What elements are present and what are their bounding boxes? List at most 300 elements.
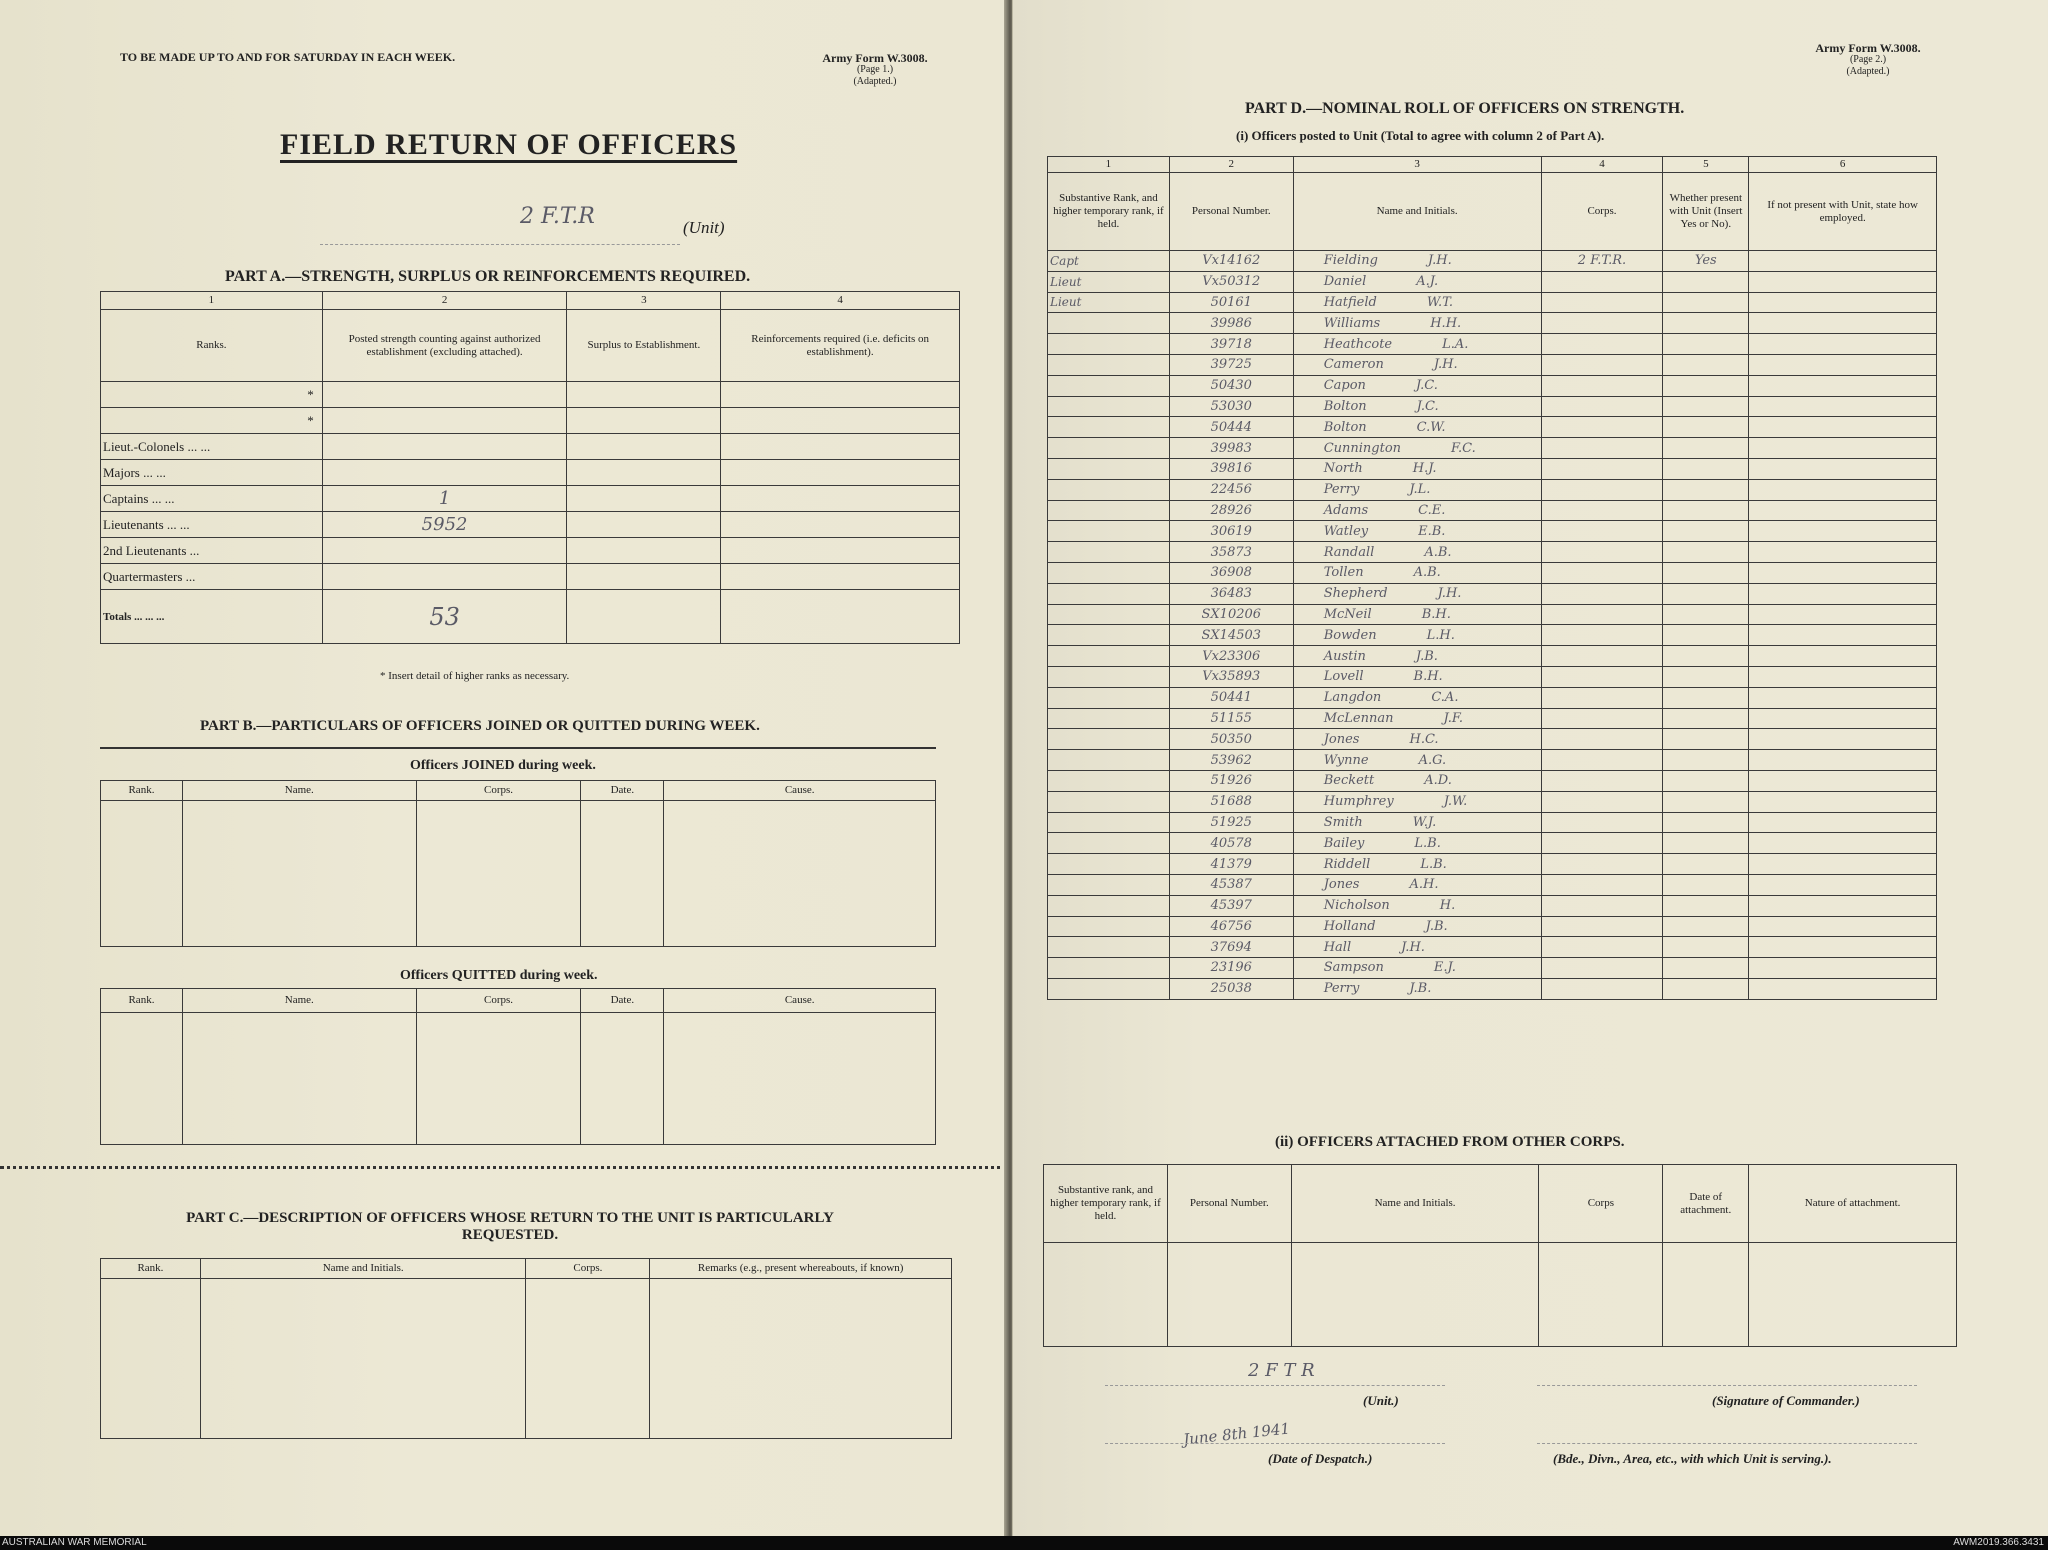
roll-rank	[1048, 666, 1170, 687]
roll-rank	[1048, 937, 1170, 958]
roll-present	[1663, 396, 1749, 417]
roll-body	[1048, 251, 1937, 1000]
roll-corps	[1541, 313, 1663, 334]
roll-present	[1663, 479, 1749, 500]
roll-initials: C.W.	[1416, 419, 1446, 435]
roll-name: Capon	[1323, 378, 1366, 394]
form-number-block	[800, 52, 950, 88]
roll-name-cell	[1293, 354, 1541, 375]
totals-row	[101, 590, 960, 644]
footer-institution: AUSTRALIAN WAR MEMORIAL	[2, 1537, 147, 1548]
roll-name-cell	[1293, 874, 1541, 895]
unit-line-right	[1105, 1385, 1445, 1386]
roll-initials: J.C.	[1415, 378, 1438, 394]
roll-initials: J.B.	[1409, 981, 1432, 997]
roll-name-cell	[1293, 542, 1541, 563]
roll-employed	[1749, 687, 1937, 708]
roll-employed	[1749, 978, 1937, 999]
roll-row	[1048, 354, 1937, 375]
roll-name-cell	[1293, 583, 1541, 604]
roll-name-cell	[1293, 251, 1541, 272]
roll-initials: J.H.	[1433, 357, 1458, 373]
roll-employed	[1749, 791, 1937, 812]
roll-present	[1663, 542, 1749, 563]
roll-present	[1663, 978, 1749, 999]
roll-number: 39986	[1169, 313, 1293, 334]
roll-present	[1663, 937, 1749, 958]
roll-initials: F.C.	[1451, 440, 1476, 456]
sign-unit-label: (Unit.)	[1363, 1393, 1399, 1408]
location-line	[1537, 1443, 1917, 1444]
roll-corps	[1541, 937, 1663, 958]
totals-label: Totals ... ... ...	[101, 590, 323, 644]
roll-rank	[1048, 833, 1170, 854]
roll-number: 41379	[1169, 854, 1293, 875]
part-b-heading: PART B.—PARTICULARS OF OFFICERS JOINED OR QUITTED DURING WEEK.	[200, 718, 760, 734]
roll-name: Cameron	[1323, 357, 1384, 373]
roll-initials: H.	[1439, 898, 1456, 914]
roll-present	[1663, 708, 1749, 729]
roll-name: Holland	[1323, 918, 1376, 934]
roll-rank	[1048, 479, 1170, 500]
roll-present	[1663, 895, 1749, 916]
roll-number: 39816	[1169, 458, 1293, 479]
roll-name-cell	[1293, 895, 1541, 916]
roll-name-cell	[1293, 750, 1541, 771]
part-a-table	[100, 291, 960, 644]
roll-corps	[1541, 750, 1663, 771]
roll-name-cell	[1293, 375, 1541, 396]
roll-employed	[1749, 666, 1937, 687]
roll-initials: A.G.	[1418, 752, 1447, 768]
roll-corps	[1541, 479, 1663, 500]
roll-initials: A.H.	[1409, 877, 1439, 893]
roll-present	[1663, 562, 1749, 583]
roll-initials: J.H.	[1401, 939, 1425, 955]
roll-corps	[1541, 958, 1663, 979]
roll-employed	[1749, 251, 1937, 272]
roll-employed	[1749, 375, 1937, 396]
roll-name-cell	[1293, 396, 1541, 417]
roll-name-cell	[1293, 562, 1541, 583]
form-number-right: Army Form W.3008.	[1815, 41, 1921, 55]
roll-name-cell	[1293, 521, 1541, 542]
attached-heading: (ii) OFFICERS ATTACHED FROM OTHER CORPS.	[1275, 1134, 1625, 1150]
roll-present	[1663, 292, 1749, 313]
unit-value: 2 F.T.R	[520, 204, 595, 229]
roll-name: Hall	[1323, 939, 1352, 955]
roll-corps	[1541, 812, 1663, 833]
roll-name-cell	[1293, 417, 1541, 438]
posted-value	[322, 408, 567, 434]
roll-corps	[1541, 708, 1663, 729]
roll-employed	[1749, 562, 1937, 583]
quitted-title: Officers QUITTED during week.	[400, 968, 598, 983]
header-reinforcements: Reinforcements required (i.e. deficits on establishment).	[721, 310, 960, 382]
part-c-header-row	[101, 1259, 952, 1279]
posted-value	[322, 538, 567, 564]
roll-present	[1663, 916, 1749, 937]
roll-rank	[1048, 770, 1170, 791]
header-nature: Nature of attachment.	[1749, 1165, 1957, 1243]
nominal-roll-table	[1047, 156, 1937, 1000]
roll-present	[1663, 417, 1749, 438]
roll-row	[1048, 542, 1937, 563]
col-num: 2	[322, 292, 567, 310]
roll-name: Randall	[1323, 544, 1375, 560]
roll-rank	[1048, 313, 1170, 334]
rank-row	[101, 408, 960, 434]
archive-footer	[0, 1536, 2048, 1550]
roll-name-cell	[1293, 791, 1541, 812]
header-rank: Substantive Rank, and higher temporary rank, if held.	[1048, 173, 1170, 251]
roll-corps	[1541, 438, 1663, 459]
rank-label: Quartermasters ...	[101, 564, 323, 590]
roll-corps	[1541, 666, 1663, 687]
part-b-rule	[100, 747, 936, 749]
roll-employed	[1749, 438, 1937, 459]
part-c-table	[100, 1258, 952, 1439]
roll-row	[1048, 583, 1937, 604]
roll-row	[1048, 978, 1937, 999]
roll-name: Lovell	[1323, 669, 1364, 685]
header-date: Date.	[581, 989, 664, 1013]
roll-corps	[1541, 791, 1663, 812]
roll-number: 45387	[1169, 874, 1293, 895]
posted-subheading: (i) Officers posted to Unit (Total to agree with column 2 of Part A).	[1236, 128, 1605, 143]
roll-initials: L.B.	[1414, 835, 1441, 851]
roll-row	[1048, 521, 1937, 542]
roll-name: Heathcote	[1323, 336, 1393, 352]
rank-label: 2nd Lieutenants ...	[101, 538, 323, 564]
roll-corps	[1541, 770, 1663, 791]
roll-name: Bolton	[1323, 419, 1367, 435]
roll-name: Smith	[1323, 814, 1363, 830]
roll-row	[1048, 251, 1937, 272]
roll-number: 36483	[1169, 583, 1293, 604]
roll-employed	[1749, 854, 1937, 875]
roll-row	[1048, 854, 1937, 875]
roll-initials: J.H.	[1427, 253, 1452, 269]
roll-corps	[1541, 354, 1663, 375]
roll-row	[1048, 750, 1937, 771]
roll-name: Jones	[1323, 877, 1360, 893]
right-page	[1012, 0, 2048, 1536]
roll-rank	[1048, 874, 1170, 895]
header-number: Personal Number.	[1169, 173, 1293, 251]
roll-rank	[1048, 438, 1170, 459]
roll-name: Beckett	[1323, 773, 1375, 789]
joined-header-row	[101, 781, 936, 801]
roll-number: 51926	[1169, 770, 1293, 791]
roll-row	[1048, 791, 1937, 812]
page-title: FIELD RETURN OF OFFICERS	[280, 128, 738, 161]
roll-row	[1048, 479, 1937, 500]
perforation-line	[0, 1166, 1008, 1169]
roll-employed	[1749, 833, 1937, 854]
part-d-heading: PART D.—NOMINAL ROLL OF OFFICERS ON STRENGTH.	[1245, 100, 1685, 117]
form-number-block-right	[1793, 42, 1943, 78]
roll-initials: J.C.	[1416, 398, 1439, 414]
roll-name-cell	[1293, 438, 1541, 459]
roll-name: Jones	[1323, 731, 1360, 747]
roll-row	[1048, 687, 1937, 708]
roll-number: 51925	[1169, 812, 1293, 833]
roll-number: 50430	[1169, 375, 1293, 396]
rank-row	[101, 564, 960, 590]
rank-row	[101, 382, 960, 408]
joined-body	[101, 801, 936, 947]
roll-present	[1663, 625, 1749, 646]
rank-row	[101, 538, 960, 564]
roll-name: Nicholson	[1323, 898, 1390, 914]
roll-name: Perry	[1323, 482, 1360, 498]
roll-name-cell	[1293, 271, 1541, 292]
roll-rank	[1048, 604, 1170, 625]
roll-employed	[1749, 625, 1937, 646]
roll-rank	[1048, 458, 1170, 479]
roll-name-cell	[1293, 937, 1541, 958]
header-name: Name.	[182, 781, 416, 801]
roll-initials: H.H.	[1430, 315, 1462, 331]
roll-employed	[1749, 895, 1937, 916]
attached-body	[1044, 1243, 1957, 1347]
part-c-heading-line2: REQUESTED.	[461, 1227, 559, 1243]
rank-row	[101, 434, 960, 460]
roll-present	[1663, 313, 1749, 334]
header-corps: Corps	[1539, 1165, 1663, 1243]
roll-corps	[1541, 916, 1663, 937]
attached-header-row	[1044, 1165, 1957, 1243]
roll-row	[1048, 895, 1937, 916]
roll-present	[1663, 500, 1749, 521]
roll-rank	[1048, 417, 1170, 438]
roll-employed	[1749, 521, 1937, 542]
roll-name: North	[1323, 461, 1363, 477]
roll-present	[1663, 812, 1749, 833]
roll-name-cell	[1293, 292, 1541, 313]
roll-number: 39725	[1169, 354, 1293, 375]
unit-label: (Unit)	[683, 218, 725, 237]
roll-number: 30619	[1169, 521, 1293, 542]
roll-present	[1663, 854, 1749, 875]
roll-row	[1048, 958, 1937, 979]
roll-rank: Capt	[1048, 251, 1170, 272]
roll-initials: W.T.	[1426, 294, 1453, 310]
roll-name: Sampson	[1323, 960, 1384, 976]
date-value: June 8th 1941	[1182, 1419, 1291, 1449]
part-a-headers	[101, 310, 960, 382]
roll-row	[1048, 646, 1937, 667]
roll-corps	[1541, 562, 1663, 583]
roll-name-cell	[1293, 646, 1541, 667]
roll-initials: B.H.	[1413, 669, 1443, 685]
header-corps: Corps.	[1541, 173, 1663, 251]
roll-present	[1663, 729, 1749, 750]
col-num: 2	[1169, 157, 1293, 173]
roll-employed	[1749, 396, 1937, 417]
roll-present	[1663, 958, 1749, 979]
roll-row	[1048, 458, 1937, 479]
roll-present	[1663, 604, 1749, 625]
roll-employed	[1749, 708, 1937, 729]
roll-present	[1663, 833, 1749, 854]
roll-name: Riddell	[1323, 856, 1371, 872]
roll-number: 22456	[1169, 479, 1293, 500]
roll-present	[1663, 687, 1749, 708]
roll-number: 53962	[1169, 750, 1293, 771]
roll-present	[1663, 458, 1749, 479]
roll-present	[1663, 375, 1749, 396]
roll-employed	[1749, 271, 1937, 292]
unit-line	[320, 222, 680, 245]
roll-number: 40578	[1169, 833, 1293, 854]
roll-rank	[1048, 354, 1170, 375]
posted-value	[322, 460, 567, 486]
roll-initials: J.H.	[1437, 586, 1462, 602]
roll-initials: H.J.	[1412, 461, 1437, 477]
roll-number: 46756	[1169, 916, 1293, 937]
roll-corps	[1541, 458, 1663, 479]
roll-row	[1048, 729, 1937, 750]
roll-number: Vx23306	[1169, 646, 1293, 667]
roll-number: 50444	[1169, 417, 1293, 438]
roll-number: 35873	[1169, 542, 1293, 563]
part-c-heading-line1: PART C.—DESCRIPTION OF OFFICERS WHOSE RETURN TO THE UNIT IS PARTICULARLY	[186, 1210, 834, 1226]
roll-initials: E.J.	[1433, 960, 1456, 976]
form-page-right: (Page 2.)	[1849, 54, 1887, 65]
header-name: Name and Initials.	[1291, 1165, 1539, 1243]
header-posted: Posted strength counting against authorized establishment (excluding attached).	[322, 310, 567, 382]
roll-employed	[1749, 729, 1937, 750]
roll-number: 53030	[1169, 396, 1293, 417]
roll-number: 28926	[1169, 500, 1293, 521]
roll-rank	[1048, 646, 1170, 667]
roll-present	[1663, 874, 1749, 895]
header-cause: Cause.	[664, 781, 936, 801]
roll-name: Watley	[1323, 523, 1369, 539]
roll-number: 23196	[1169, 958, 1293, 979]
roll-row	[1048, 770, 1937, 791]
roll-name: Austin	[1323, 648, 1366, 664]
date-line	[1105, 1443, 1445, 1444]
col-num: 1	[1048, 157, 1170, 173]
roll-corps	[1541, 334, 1663, 355]
roll-number: 51688	[1169, 791, 1293, 812]
roll-present	[1663, 750, 1749, 771]
header-employed: If not present with Unit, state how employed.	[1749, 173, 1937, 251]
roll-present	[1663, 583, 1749, 604]
roll-employed	[1749, 750, 1937, 771]
header-remarks: Remarks (e.g., present whereabouts, if known)	[650, 1259, 952, 1279]
roll-initials: J.B.	[1425, 918, 1448, 934]
roll-initials: W.J.	[1412, 814, 1437, 830]
roll-employed	[1749, 958, 1937, 979]
roll-initials: J.L.	[1409, 482, 1431, 498]
roll-rank	[1048, 396, 1170, 417]
form-page: (Page 1.)	[856, 64, 894, 75]
roll-employed	[1749, 458, 1937, 479]
quitted-table	[100, 988, 936, 1145]
roll-present	[1663, 354, 1749, 375]
roll-initials: L.A.	[1442, 336, 1469, 352]
roll-name-cell	[1293, 812, 1541, 833]
roll-colnums	[1048, 157, 1937, 173]
quitted-body	[101, 1013, 936, 1145]
roll-rank	[1048, 521, 1170, 542]
header-surplus: Surplus to Establishment.	[567, 310, 721, 382]
roll-number: 37694	[1169, 937, 1293, 958]
roll-employed	[1749, 313, 1937, 334]
roll-name: Shepherd	[1323, 586, 1388, 602]
roll-rank	[1048, 375, 1170, 396]
roll-row	[1048, 562, 1937, 583]
posted-value: 1	[322, 486, 567, 512]
roll-name-cell	[1293, 729, 1541, 750]
roll-number: 36908	[1169, 562, 1293, 583]
totals-value: 53	[322, 590, 567, 644]
roll-corps	[1541, 521, 1663, 542]
roll-name: McLennan	[1323, 710, 1394, 726]
roll-name: Daniel	[1323, 274, 1367, 290]
roll-name-cell	[1293, 770, 1541, 791]
col-num: 3	[567, 292, 721, 310]
roll-row	[1048, 937, 1937, 958]
rank-label: Lieut.-Colonels ... ...	[101, 434, 323, 460]
roll-name: Fielding	[1323, 253, 1378, 269]
roll-name: Tollen	[1323, 565, 1364, 581]
joined-title: Officers JOINED during week.	[410, 758, 596, 773]
roll-employed	[1749, 354, 1937, 375]
header-corps: Corps.	[526, 1259, 650, 1279]
roll-number: SX10206	[1169, 604, 1293, 625]
roll-row	[1048, 812, 1937, 833]
header-name: Name.	[182, 989, 416, 1013]
roll-employed	[1749, 916, 1937, 937]
roll-corps	[1541, 417, 1663, 438]
roll-number: Vx14162	[1169, 251, 1293, 272]
posted-value	[322, 382, 567, 408]
roll-present: Yes	[1663, 251, 1749, 272]
roll-row	[1048, 292, 1937, 313]
roll-name-cell	[1293, 334, 1541, 355]
part-a-colnums	[101, 292, 960, 310]
roll-name-cell	[1293, 666, 1541, 687]
roll-rank	[1048, 895, 1170, 916]
rank-row	[101, 512, 960, 538]
roll-corps	[1541, 292, 1663, 313]
roll-rank: Lieut	[1048, 292, 1170, 313]
roll-row	[1048, 396, 1937, 417]
roll-name-cell	[1293, 458, 1541, 479]
signature-label: (Signature of Commander.)	[1712, 1393, 1860, 1408]
roll-employed	[1749, 812, 1937, 833]
roll-corps	[1541, 729, 1663, 750]
header-date: Date of attachment.	[1663, 1165, 1749, 1243]
form-number: Army Form W.3008.	[822, 51, 928, 65]
roll-corps	[1541, 646, 1663, 667]
roll-name: McNeil	[1323, 606, 1372, 622]
roll-name: Perry	[1323, 981, 1360, 997]
roll-row	[1048, 666, 1937, 687]
roll-initials: J.B.	[1415, 648, 1438, 664]
roll-name: Cunnington	[1323, 440, 1402, 456]
roll-corps	[1541, 978, 1663, 999]
roll-name-cell	[1293, 500, 1541, 521]
roll-corps: 2 F.T.R.	[1541, 251, 1663, 272]
rank-label: Lieutenants ... ...	[101, 512, 323, 538]
roll-name-cell	[1293, 916, 1541, 937]
